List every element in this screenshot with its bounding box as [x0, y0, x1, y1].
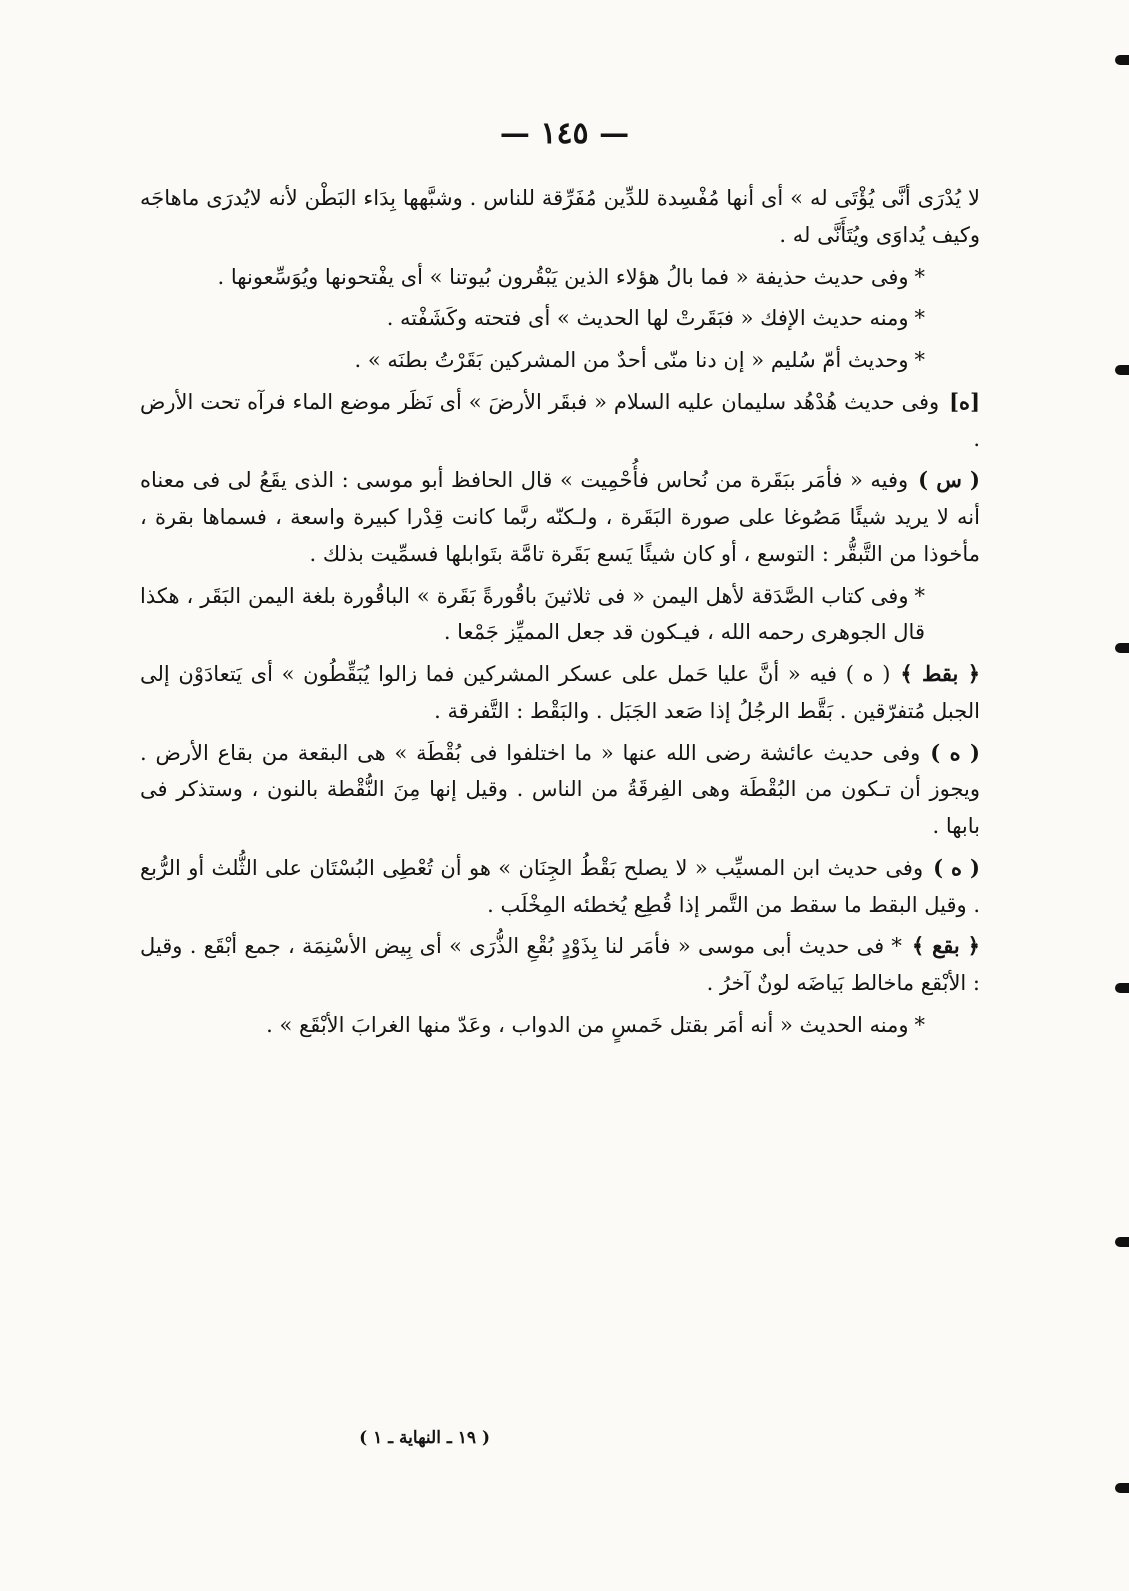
paragraph [140, 850, 980, 924]
paragraph [140, 1007, 980, 1044]
source-label: ( ه ) [933, 854, 980, 880]
paragraph-text: * فى حديث أبى موسى « فأمَر لنا بِذَوْدٍ بُقْعِ الذُّرَى » أى بِيض الأسْنِمَة ، جمع أبْقَع . وقيل : الأبْقع ماخالط بَياضَه لونٌ آخرُ . [140, 934, 980, 995]
paragraph-text: لا يُدْرَى أنَّى يُؤْتَى له » أى أنها مُفْسِدة للدِّين مُفَرِّقة للناس . وشبَّهها بِدَاء البَطْن لأنه لايُدرَى ماهاجَه وكيف يُداوَى ويُتَأَنَّى له . [140, 186, 980, 247]
asterisk-mark: * [914, 306, 925, 331]
binding-mark [1115, 1483, 1129, 1493]
paragraph-text: وفى حديث حذيفة « فما بالُ هؤلاء الذين يَبْقُرون بُيوتنا » أى يفْتحونها ويُوَسِّعونها . [217, 264, 909, 289]
paragraph-text: ومنه حديث الإفك « فبَقَرتْ لها الحديث » أى فتحته وكَشَفْته . [386, 306, 909, 331]
entry-heading: ﴿ بقع ﴾ [911, 933, 980, 959]
paragraph [140, 384, 980, 458]
paragraph-text: ومنه الحديث « أنه أمَر بقتل خَمسٍ من الدواب ، وعَدّ منها الغرابَ الأبْقَع » . [266, 1012, 909, 1037]
paragraph [140, 342, 980, 379]
paragraph-text: وفى حديث هُدْهُد سليمان عليه السلام « فبقَر الأرضَ » أى نَظَر موضع الماء فرآه تحت الأرض . [140, 389, 980, 451]
paragraph [140, 180, 980, 254]
paragraph [140, 656, 980, 730]
page-number: — ١٤٥ — [499, 116, 630, 151]
binding-mark [1115, 365, 1129, 375]
asterisk-mark: * [914, 348, 925, 372]
body-text [140, 180, 980, 1049]
source-label: ( س ) [918, 467, 980, 493]
asterisk-mark: * [914, 1012, 925, 1037]
signature-note: ( ١٩ ـ النهاية ـ ١ ) [359, 1428, 490, 1448]
paragraph-text: وفيه « فأمَر ببَقَرة من نُحاس فأُحْمِيت » قال الحافظ أبو موسى : الذى يقَعُ لى فى معناه أنه لا يريد شيئًا مَصُوغا على صورة البَقَرة ، ولـكنّه ربَّما كانت قِدْرا كبيرة واسعة ، فسماها بقرة ، مأخوذا من التَّبقُّر : التوسع ، أو كان شيئًا يَسع بَقَرة تامَّة بتَوابلها فسمِّيت بذلك . [140, 468, 980, 566]
paragraph-text: ( ه ) فيه « أنَّ عليا حَمل على عسكر المشركين فما زالوا يُبَقِّطُون » أى يَتعادَوْن إلى الجبل مُتفرّقين . بَقَّط الرجُلُ إذا صَعد الجَبَل . والبَقْط : التَّفرقة . [140, 662, 980, 723]
paragraph [140, 928, 980, 1002]
source-label: [ه] [949, 388, 980, 414]
paragraph [140, 735, 980, 845]
binding-mark [1115, 983, 1129, 993]
paragraph-text: وفى حديث ابن المسيِّب « لا يصلح بَقْطُ الجِنَان » هو أن تُعْطِى البُسْتَان على الثُّلث أو الرُّبع . وقيل البقط ما سقط من التَّمر إذا قُطِع يُخطئه المِخْلَب . [140, 855, 980, 917]
paragraph [140, 300, 980, 337]
source-label: ( ه ) [930, 739, 980, 765]
entry-heading: ﴿ بقط ﴾ [900, 661, 981, 686]
paragraph-text: وحديث أمّ سُليم « إن دنا منّى أحدٌ من المشركين بَقَرْتُ بطنَه » . [354, 348, 909, 372]
binding-mark [1115, 55, 1129, 65]
asterisk-mark: * [914, 264, 925, 289]
paragraph-text: وفى حديث عائشة رضى الله عنها « ما اختلفوا فى بُقْطَة » هى البقعة من بقاع الأرض . ويجوز أن تـكون من البُقْطَة وهى الفِرقَةُ من الناس . وقيل إنها مِنَ النُّقْطة بالنون ، وستذكر فى بابها . [140, 740, 980, 838]
asterisk-mark: * [914, 583, 925, 608]
paragraph-text: وفى كتاب الصَّدَقة لأهل اليمن « فى ثلاثينَ باقُورةً بَقَرة » الباقُورة بلغة اليمن البَقَر ، هكذا قال الجوهرى رحمه الله ، فيـكون قد جعل المميِّز جَمْعا . [140, 583, 925, 645]
paragraph [140, 259, 980, 296]
paragraph [140, 462, 980, 572]
binding-mark [1115, 643, 1129, 653]
binding-mark [1115, 1237, 1129, 1247]
paragraph [140, 578, 980, 652]
